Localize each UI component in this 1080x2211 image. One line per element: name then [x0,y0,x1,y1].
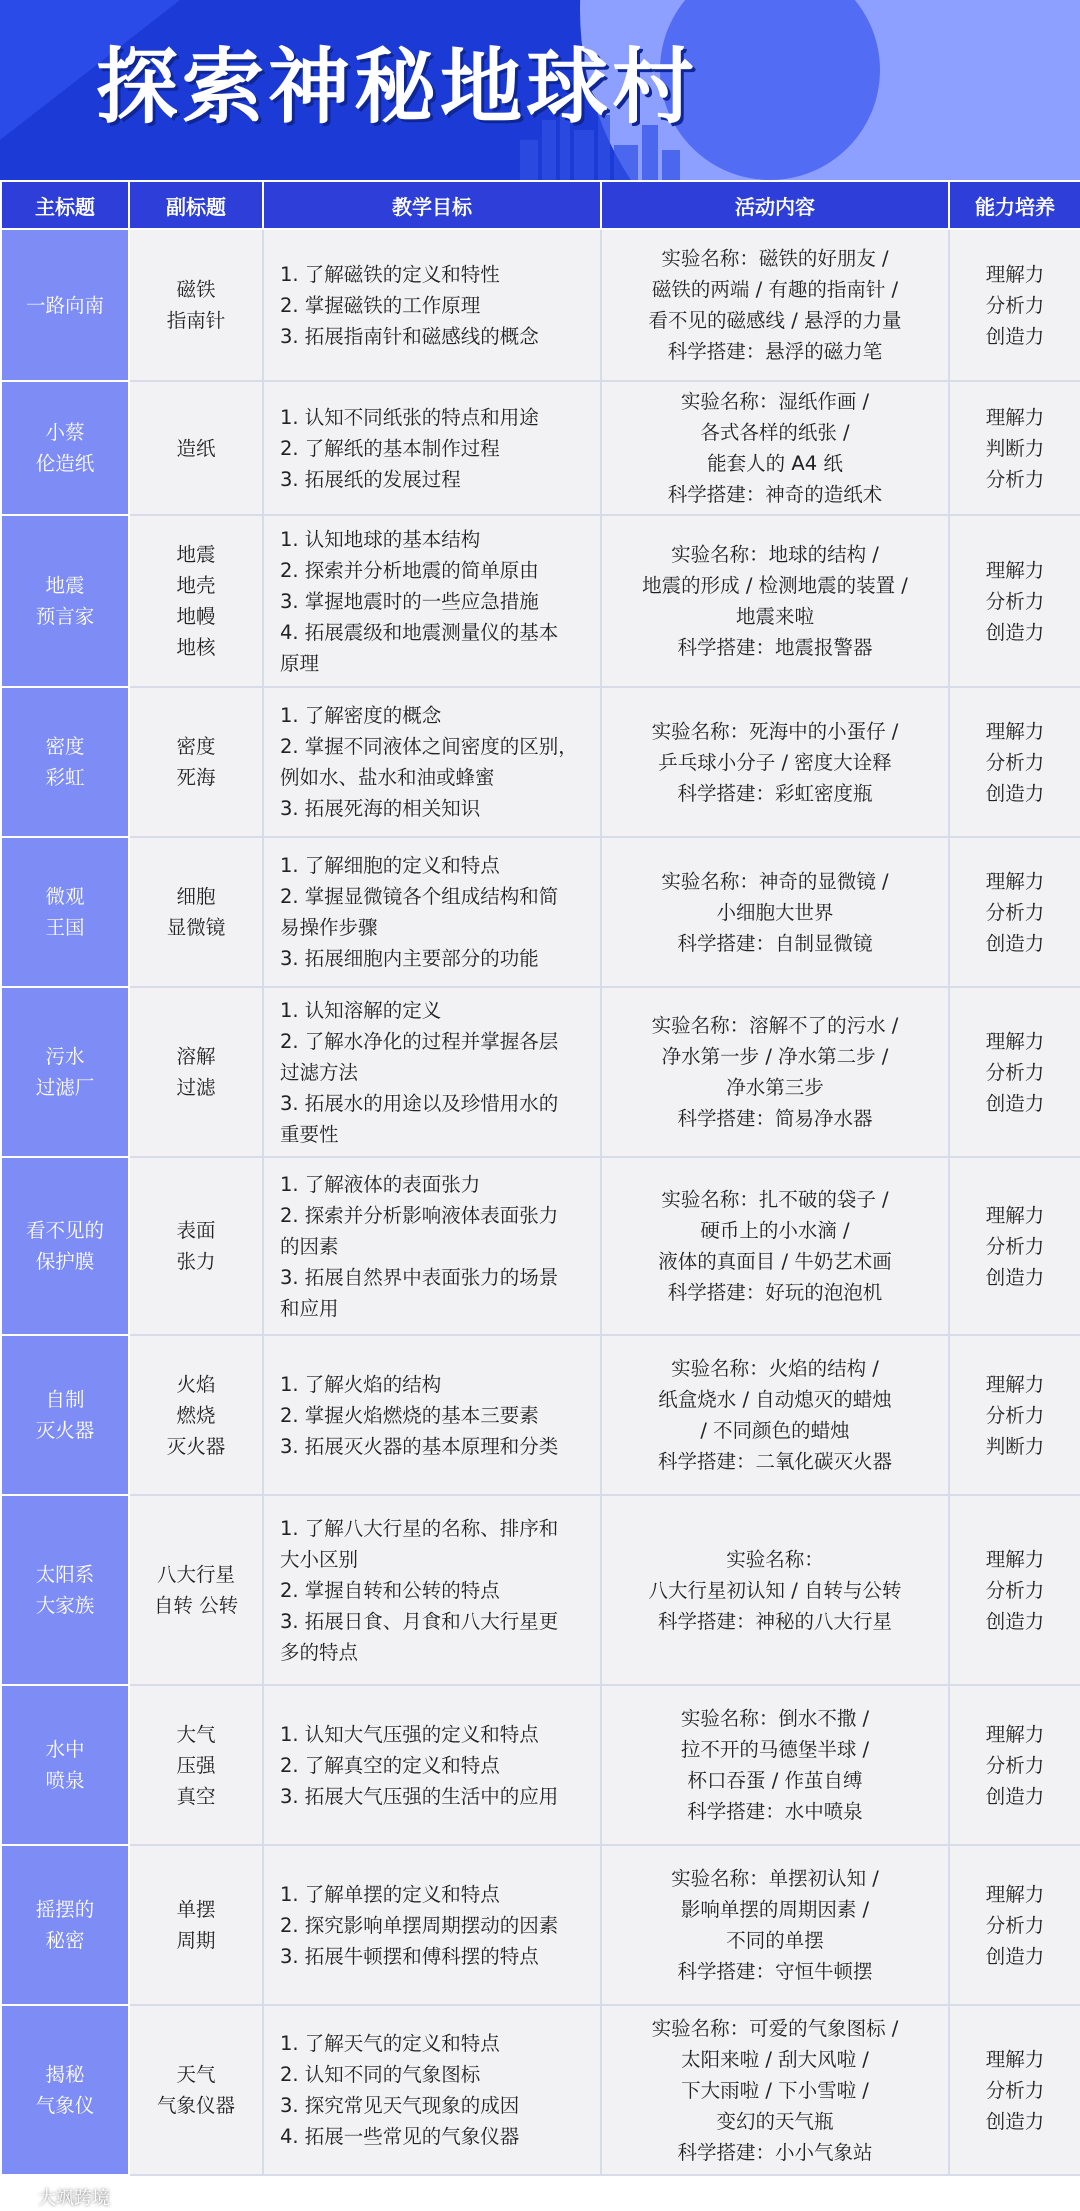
abilities-line: 理解力 [985,1547,1045,1571]
activities-line: 实验名称：湿纸作画 / [680,390,870,413]
goals-line: 3. 拓展纸的发展过程 [280,467,461,491]
activities-line: 实验名称：磁铁的好朋友 / [661,247,889,270]
goals-cell [263,687,601,837]
goals-line: 1. 认知不同纸张的特点和用途 [280,405,539,429]
goals-cell [263,1685,601,1845]
topic-line: 大家族 [35,1594,95,1617]
activities-line: 乒乓球小分子 / 密度大诠释 [658,750,892,774]
topic-line: 伦造纸 [35,452,95,475]
activities-line: 实验名称：地球的结构 / [671,543,879,566]
topic-cell [1,1335,129,1495]
goals-line: 1. 了解液体的表面张力 [280,1172,481,1196]
subtitle-line: 死海 [176,766,216,789]
goals-line: 2. 了解真空的定义和特点 [280,1753,500,1777]
activities-line: 科学搭建：水中喷泉 [687,1800,863,1823]
subtitle-line: 磁铁 [176,278,216,301]
activities-line: 拉不开的马德堡半球 / [680,1738,870,1761]
subtitle-line: 单摆 [176,1898,216,1921]
goals-line: 2. 探索并分析地震的简单原由 [280,558,539,582]
table-row [1,2005,1080,2175]
abilities-line: 创造力 [985,1265,1045,1289]
abilities-line: 分析力 [985,1913,1045,1937]
abilities-line: 创造力 [985,2109,1045,2133]
abilities-line: 分析力 [985,900,1045,924]
activities-line: 科学搭建：二氧化碳灭火器 [657,1450,892,1473]
topic-cell [1,987,129,1157]
abilities-line: 理解力 [985,1203,1045,1227]
topic-line: 气象仪 [35,2094,95,2117]
abilities-cell [949,1685,1080,1845]
abilities-line: 分析力 [985,467,1045,491]
activities-line: 科学搭建：自制显微镜 [677,931,873,955]
activities-line: / 不同颜色的蜡烛 [700,1419,850,1442]
abilities-cell [949,1845,1080,2005]
subtitle-cell [129,1495,263,1685]
activities-line: 地震来啦 [735,605,814,628]
topic-cell [1,381,129,515]
abilities-cell [949,1495,1080,1685]
goals-line: 1. 了解密度的概念 [280,704,442,727]
abilities-cell [949,515,1080,687]
activities-cell [601,381,949,515]
goals-line: 1. 了解八大行星的名称、排序和 [280,1516,559,1540]
subtitle-cell [129,1157,263,1335]
goals-line: 大小区别 [280,1547,359,1571]
abilities-line: 分析力 [985,1234,1045,1258]
abilities-line: 分析力 [985,293,1045,317]
topic-line: 揭秘 [45,2063,85,2086]
activities-line: 变幻的天气瓶 [716,2109,834,2133]
goals-line: 1. 认知大气压强的定义和特点 [280,1722,539,1746]
topic-line: 微观 [45,885,85,908]
subtitle-line: 周期 [176,1929,216,1952]
goals-line: 2. 认知不同的气象图标 [280,2063,481,2086]
watermark-logo-icon [8,2189,34,2209]
abilities-cell [949,229,1080,381]
activities-line: 八大行星初认知 / 自转与公转 [648,1578,902,1602]
abilities-line: 判断力 [985,1434,1045,1458]
topic-line: 摇摆的 [35,1898,95,1921]
activities-line: 实验名称：倒水不撒 / [680,1707,870,1730]
page-title: 探索神秘地球村 [96,40,699,135]
abilities-line: 分析力 [985,2078,1045,2102]
activities-line: 净水第一步 / 净水第二步 / [661,1045,889,1068]
goals-line: 重要性 [280,1122,339,1146]
subtitle-line: 地幔 [176,605,216,628]
topic-cell [1,837,129,987]
subtitle-cell [129,1335,263,1495]
subtitle-cell [129,1845,263,2005]
goals-line: 2. 了解纸的基本制作过程 [280,436,500,460]
abilities-line: 创造力 [985,1609,1045,1633]
goals-cell [263,1495,601,1685]
subtitle-line: 天气 [176,2063,216,2086]
activities-line: 科学搭建：守恒牛顿摆 [677,1960,873,1983]
abilities-line: 理解力 [985,869,1045,893]
abilities-line: 判断力 [985,436,1045,460]
abilities-cell [949,2005,1080,2175]
activities-line: 科学搭建：好玩的泡泡机 [667,1281,883,1304]
header-goals: 教学目标 [263,181,601,229]
goals-line: 3. 掌握地震时的一些应急措施 [280,589,539,613]
abilities-line: 理解力 [985,1722,1045,1746]
goals-line: 2. 了解水净化的过程并掌握各层 [280,1029,559,1053]
table-row [1,1335,1080,1495]
goals-line: 1. 了解细胞的定义和特点 [280,854,500,877]
subtitle-cell [129,687,263,837]
subtitle-line: 大气 [176,1722,216,1746]
subtitle-line: 地震 [176,543,216,566]
subtitle-line: 溶解 [176,1045,216,1068]
goals-line: 2. 掌握火焰燃烧的基本三要素 [280,1403,539,1427]
activities-line: 各式各样的纸张 / [700,421,850,444]
activities-line: 能套人的 A4 纸 [707,452,843,475]
goals-cell [263,2005,601,2175]
subtitle-line: 地核 [176,636,216,659]
subtitle-cell [129,837,263,987]
title-banner [0,0,1080,180]
topic-line: 水中 [45,1738,85,1761]
curriculum-table [0,180,1080,2176]
goals-line: 3. 拓展牛顿摆和傅科摆的特点 [280,1944,539,1968]
subtitle-line: 灭火器 [166,1434,226,1458]
activities-cell [601,687,949,837]
activities-cell [601,1335,949,1495]
topic-line: 太阳系 [35,1563,95,1586]
table-row [1,1845,1080,2005]
table-row [1,687,1080,837]
abilities-line: 创造力 [985,1784,1045,1808]
activities-cell [601,1845,949,2005]
goals-line: 和应用 [280,1296,339,1320]
subtitle-line: 地壳 [176,574,216,597]
goals-line: 2. 掌握磁铁的工作原理 [280,293,481,317]
header-topic: 主标题 [1,181,129,229]
subtitle-line: 八大行星 [156,1563,235,1586]
topic-cell [1,229,129,381]
topic-cell [1,687,129,837]
topic-line: 看不见的 [25,1219,104,1242]
topic-line: 污水 [45,1045,85,1068]
activities-cell [601,987,949,1157]
activities-cell [601,2005,949,2175]
topic-cell [1,1845,129,2005]
goals-line: 过滤方法 [280,1060,359,1084]
activities-cell [601,1157,949,1335]
abilities-cell [949,687,1080,837]
topic-line: 一路向南 [25,293,104,317]
activities-line: 科学搭建：神秘的八大行星 [657,1609,892,1633]
activities-line: 看不见的磁感线 / 悬浮的力量 [648,309,902,332]
abilities-line: 分析力 [985,1578,1045,1602]
abilities-line: 分析力 [985,1753,1045,1777]
activities-line: 净水第三步 [726,1076,824,1099]
activities-line: 磁铁的两端 / 有趣的指南针 / [651,278,899,301]
table-row [1,987,1080,1157]
topic-line: 自制 [45,1388,85,1411]
subtitle-cell [129,515,263,687]
activities-line: 实验名称： [726,1547,824,1571]
topic-line: 灭火器 [35,1419,95,1442]
subtitle-line: 火焰 [176,1372,216,1396]
topic-line: 密度 [45,735,85,758]
watermark [8,2184,110,2210]
abilities-line: 创造力 [985,620,1045,644]
goals-cell [263,987,601,1157]
goals-line: 的因素 [280,1234,339,1258]
table-header-row [1,181,1080,229]
subtitle-line: 造纸 [176,436,216,460]
activities-line: 科学搭建：彩虹密度瓶 [677,781,873,805]
subtitle-line: 显微镜 [166,916,226,939]
topic-line: 小蔡 [45,421,85,444]
topic-line: 过滤厂 [35,1076,95,1099]
topic-line: 保护膜 [35,1250,95,1273]
goals-line: 1. 认知地球的基本结构 [280,527,481,551]
abilities-line: 理解力 [985,1029,1045,1053]
abilities-line: 分析力 [985,589,1045,613]
activities-cell [601,837,949,987]
abilities-cell [949,987,1080,1157]
activities-cell [601,1685,949,1845]
goals-line: 易操作步骤 [280,916,378,939]
header-activities: 活动内容 [601,181,949,229]
topic-cell [1,1495,129,1685]
activities-line: 实验名称：火焰的结构 / [671,1357,879,1380]
abilities-line: 创造力 [985,1944,1045,1968]
goals-line: 2. 探究影响单摆周期摆动的因素 [280,1913,559,1937]
table-row [1,1495,1080,1685]
topic-cell [1,1685,129,1845]
abilities-cell [949,1335,1080,1495]
activities-cell [601,515,949,687]
goals-line: 1. 了解磁铁的定义和特性 [280,262,500,286]
topic-cell [1,1157,129,1335]
subtitle-cell [129,1685,263,1845]
subtitle-line: 自转 公转 [153,1594,239,1617]
abilities-line: 分析力 [985,1403,1045,1427]
goals-line: 2. 掌握自转和公转的特点 [280,1578,500,1602]
abilities-line: 分析力 [985,750,1045,774]
activities-line: 不同的单摆 [726,1929,824,1952]
activities-line: 影响单摆的周期因素 / [680,1898,870,1921]
topic-cell [1,515,129,687]
goals-line: 3. 拓展灭火器的基本原理和分类 [280,1434,559,1458]
activities-line: 液体的真面目 / 牛奶艺术画 [658,1250,892,1273]
topic-line: 预言家 [35,605,95,628]
goals-line: 3. 拓展水的用途以及珍惜用水的 [280,1091,559,1115]
abilities-cell [949,381,1080,515]
activities-line: 纸盒烧水 / 自动熄灭的蜡烛 [658,1388,892,1411]
goals-line: 3. 拓展自然界中表面张力的场景 [280,1265,559,1289]
topic-line: 喷泉 [45,1769,85,1792]
subtitle-cell [129,229,263,381]
abilities-line: 理解力 [985,1372,1045,1396]
watermark-text: 大飒跨境 [38,2188,110,2209]
subtitle-line: 过滤 [176,1076,216,1099]
activities-line: 小细胞大世界 [716,900,834,924]
subtitle-cell [129,987,263,1157]
subtitle-cell [129,381,263,515]
abilities-line: 分析力 [985,1060,1045,1084]
goals-line: 1. 了解天气的定义和特点 [280,2032,500,2055]
abilities-line: 创造力 [985,781,1045,805]
activities-line: 实验名称：单摆初认知 / [671,1867,879,1890]
goals-cell [263,1335,601,1495]
goals-cell [263,381,601,515]
subtitle-line: 燃烧 [176,1403,216,1427]
goals-cell [263,229,601,381]
abilities-cell [949,837,1080,987]
goals-line: 多的特点 [280,1640,359,1664]
topic-line: 秘密 [45,1929,85,1952]
goals-line: 1. 了解单摆的定义和特点 [280,1882,500,1906]
table-row [1,837,1080,987]
subtitle-line: 细胞 [176,885,216,908]
goals-cell [263,1157,601,1335]
abilities-line: 理解力 [985,1882,1045,1906]
activities-cell [601,1495,949,1685]
abilities-line: 创造力 [985,324,1045,348]
subtitle-line: 表面 [176,1219,216,1242]
activities-line: 实验名称：扎不破的袋子 / [661,1188,889,1211]
activities-line: 硬币上的小水滴 / [700,1219,850,1242]
table-row [1,1157,1080,1335]
abilities-line: 创造力 [985,931,1045,955]
table-row [1,229,1080,381]
abilities-cell [949,1157,1080,1335]
header-abilities: 能力培养 [949,181,1080,229]
abilities-line: 理解力 [985,2047,1045,2071]
activities-line: 实验名称：溶解不了的污水 / [651,1014,899,1037]
subtitle-line: 压强 [176,1753,216,1777]
header-subtitle: 副标题 [129,181,263,229]
subtitle-line: 密度 [176,735,216,758]
goals-line: 2. 探索并分析影响液体表面张力 [280,1203,559,1227]
goals-line: 1. 认知溶解的定义 [280,998,442,1022]
activities-line: 科学搭建：神奇的造纸术 [667,483,883,506]
activities-line: 杯口吞蛋 / 作茧自缚 [687,1769,863,1792]
subtitle-line: 张力 [176,1250,216,1273]
subtitle-cell [129,2005,263,2175]
goals-line: 原理 [280,651,320,675]
goals-line: 1. 了解火焰的结构 [280,1372,442,1396]
abilities-line: 理解力 [985,719,1045,743]
topic-line: 地震 [45,574,85,597]
goals-cell [263,837,601,987]
goals-cell [263,1845,601,2005]
abilities-line: 理解力 [985,262,1045,286]
topic-cell [1,2005,129,2175]
activities-line: 太阳来啦 / 刮大风啦 / [681,2047,869,2071]
goals-line: 例如水、盐水和油或蜂蜜 [280,766,495,789]
goals-line: 3. 拓展指南针和磁感线的概念 [280,324,539,348]
goals-line: 3. 拓展日食、月食和八大行星更 [280,1609,559,1633]
topic-line: 彩虹 [45,766,85,789]
activities-line: 科学搭建：小小气象站 [677,2140,873,2164]
table-row [1,381,1080,515]
goals-line: 2. 掌握不同液体之间密度的区别， [280,735,578,758]
goals-line: 3. 拓展细胞内主要部分的功能 [280,947,539,970]
subtitle-line: 真空 [176,1784,216,1808]
goals-line: 3. 探究常见天气现象的成因 [280,2094,520,2117]
activities-line: 科学搭建：悬浮的磁力笔 [667,340,883,363]
goals-line: 4. 拓展一些常见的气象仪器 [280,2125,520,2148]
abilities-line: 创造力 [985,1091,1045,1115]
activities-cell [601,229,949,381]
activities-line: 实验名称：可爱的气象图标 / [651,2016,899,2040]
abilities-line: 理解力 [985,405,1045,429]
goals-line: 3. 拓展大气压强的生活中的应用 [280,1784,559,1808]
subtitle-line: 气象仪器 [156,2094,235,2117]
activities-line: 实验名称：神奇的显微镜 / [661,869,889,893]
goals-line: 4. 拓展震级和地震测量仪的基本 [280,620,559,644]
goals-line: 2. 掌握显微镜各个组成结构和简 [280,885,559,908]
subtitle-line: 指南针 [166,309,226,332]
goals-cell [263,515,601,687]
topic-line: 王国 [45,916,85,939]
activities-line: 科学搭建：地震报警器 [677,636,873,659]
goals-line: 3. 拓展死海的相关知识 [280,797,481,820]
activities-line: 科学搭建：简易净水器 [677,1107,873,1130]
table-row [1,1685,1080,1845]
activities-line: 实验名称：死海中的小蛋仔 / [651,719,899,743]
activities-line: 地震的形成 / 检测地震的装置 / [642,574,908,597]
abilities-line: 理解力 [985,558,1045,582]
activities-line: 下大雨啦 / 下小雪啦 / [681,2078,869,2102]
table-row [1,515,1080,687]
